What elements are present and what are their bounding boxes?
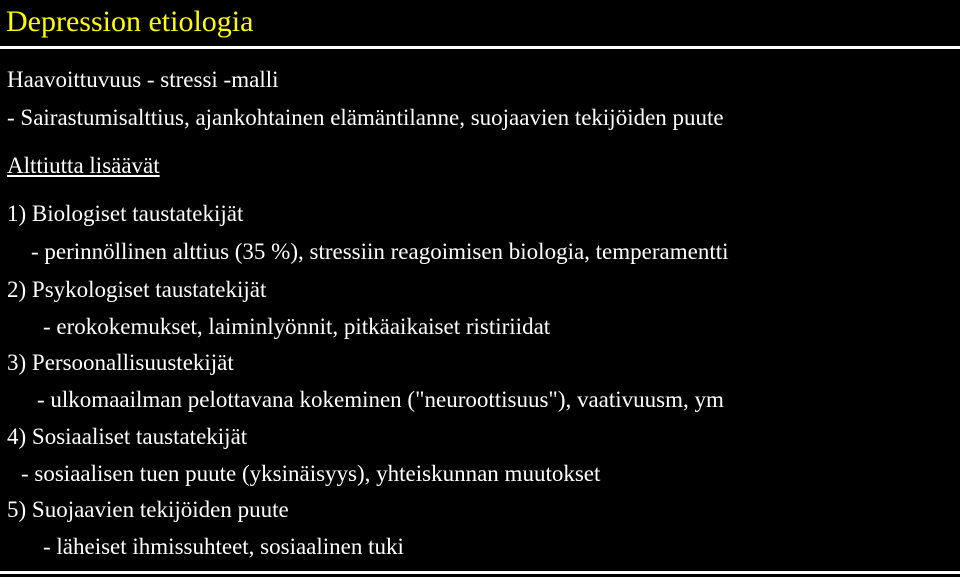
factor-5-detail: - läheiset ihmissuhteet, sosiaalinen tuki [43, 534, 404, 559]
factor-1-heading: 1) Biologiset taustatekijät [7, 201, 244, 226]
model-heading: Haavoittuvuus - stressi -malli [7, 67, 279, 92]
factor-5-heading: 5) Suojaavien tekijöiden puute [7, 497, 289, 522]
factor-2-detail: - erokokemukset, laiminlyönnit, pitkäaikaiset ristiriidat [43, 314, 551, 339]
footer-divider [0, 571, 960, 574]
factor-4-heading: 4) Sosiaaliset taustatekijät [7, 424, 248, 449]
risk-factors-heading: Alttiutta lisäävät [7, 153, 160, 178]
factor-4-detail: - sosiaalisen tuen puute (yksinäisyys), yhteiskunnan muutokset [21, 461, 601, 486]
title-bar [0, 0, 960, 50]
model-description: - Sairastumisalttius, ajankohtainen elämäntilanne, suojaavien tekijöiden puute [7, 105, 724, 130]
factor-3-heading: 3) Persoonallisuustekijät [7, 350, 234, 375]
title-divider [0, 46, 960, 49]
factor-3-detail: - ulkomaailman pelottavana kokeminen ("neuroottisuus"), vaativuusm, ym [37, 387, 724, 412]
factor-1-detail: - perinnöllinen alttius (35 %), stressiin reagoimisen biologia, temperamentti [31, 239, 729, 264]
slide-title: Depression etiologia [6, 5, 254, 38]
factor-2-heading: 2) Psykologiset taustatekijät [7, 277, 267, 302]
